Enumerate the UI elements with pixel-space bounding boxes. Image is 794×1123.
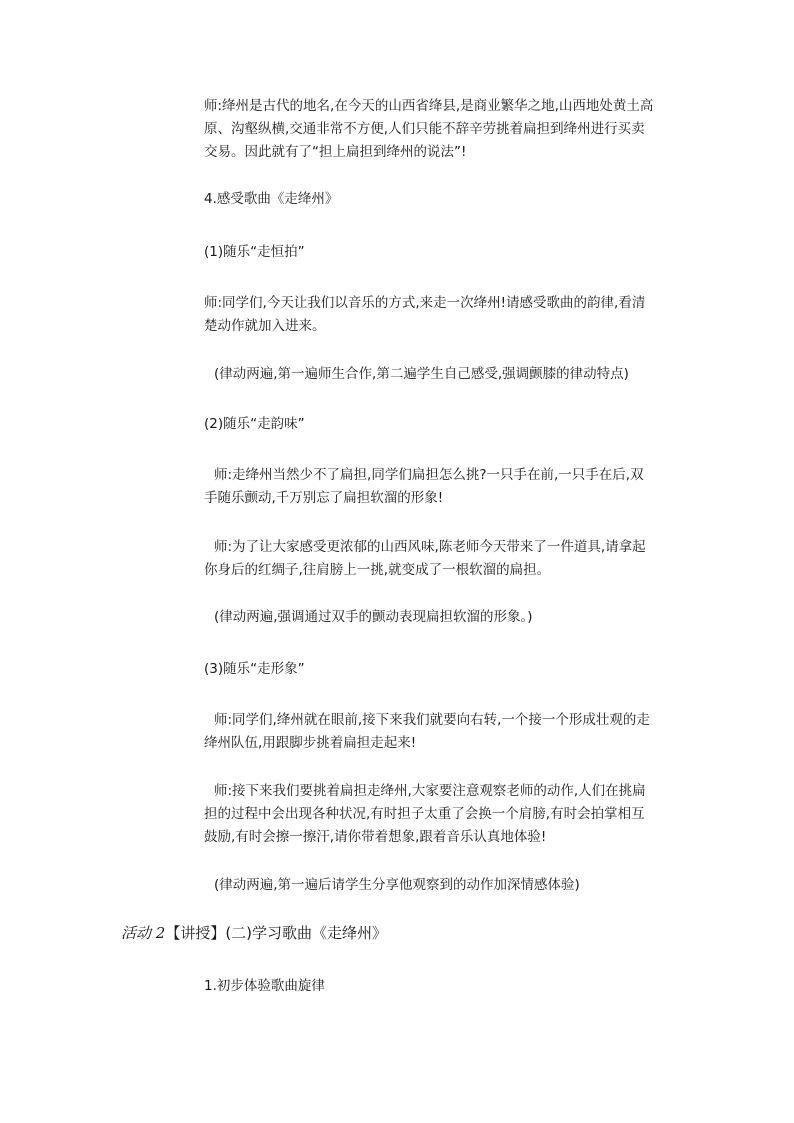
section-heading-melody: 1.初步体验歌曲旋律 [204, 978, 325, 994]
subheading-walk-charm: (2)随乐“走韵味” [204, 416, 305, 432]
paragraph-teacher-walk: 师:同学们,今天让我们以音乐的方式,来走一次绛州!请感受歌曲的韵律,看清楚动作就加入进来。 [204, 295, 646, 334]
paragraph-intro: 师:绛州是古代的地名,在今天的山西省绛县,是商业繁华之地,山西地处黄土高原、沟壑纵横,交通非常不方便,人们只能不辞辛劳挑着扁担到绛州进行买卖交易。因此就有了“担上扁担到绛州的说法”! [204, 98, 654, 160]
activity-tag: 【讲授】 [165, 924, 226, 942]
activity-heading [121, 921, 387, 945]
subheading-walk-beat: (1)随乐“走恒拍” [204, 244, 305, 260]
paragraph-note-rhythm-1: (律动两遍,第一遍师生合作,第二遍学生自己感受,强调颤膝的律动特点) [214, 366, 629, 382]
paragraph-note-rhythm-3: (律动两遍,第一遍后请学生分享他观察到的动作加深情感体验) [214, 877, 580, 893]
paragraph-teacher-pole: 师:走绛州当然少不了扁担,同学们扁担怎么挑?一只手在前,一只手在后,双手随乐颤动,千万别忘了扁担软溜的形象! [204, 467, 644, 506]
activity-label: 活动 2 [121, 924, 166, 942]
subheading-walk-image: (3)随乐“走形象” [204, 661, 305, 677]
section-heading-feel-song: 4.感受歌曲《走绛州》 [204, 191, 339, 207]
paragraph-note-rhythm-2: (律动两遍,强调通过双手的颤动表现扁担软溜的形象。) [214, 609, 533, 625]
paragraph-teacher-silk: 师:为了让大家感受更浓郁的山西风味,陈老师今天带来了一件道具,请拿起你身后的红绸子,往肩膀上一挑,就变成了一根软溜的扁担。 [204, 539, 646, 578]
paragraph-teacher-observe: 师:接下来我们要挑着扁担走绛州,大家要注意观察老师的动作,人们在挑扁担的过程中会出现各种状况,有时担子太重了会换一个肩膀,有时会拍掌相互鼓励,有时会擦一擦汗,请你带着想象,跟着音乐认真地体验! [204, 783, 646, 845]
activity-title: (二)学习歌曲《走绛州》 [225, 924, 388, 942]
paragraph-teacher-turn: 师:同学们,绛州就在眼前,接下来我们就要向右转,一个接一个形成壮观的走绛州队伍,用跟脚步挑着扁担走起来! [204, 712, 650, 751]
